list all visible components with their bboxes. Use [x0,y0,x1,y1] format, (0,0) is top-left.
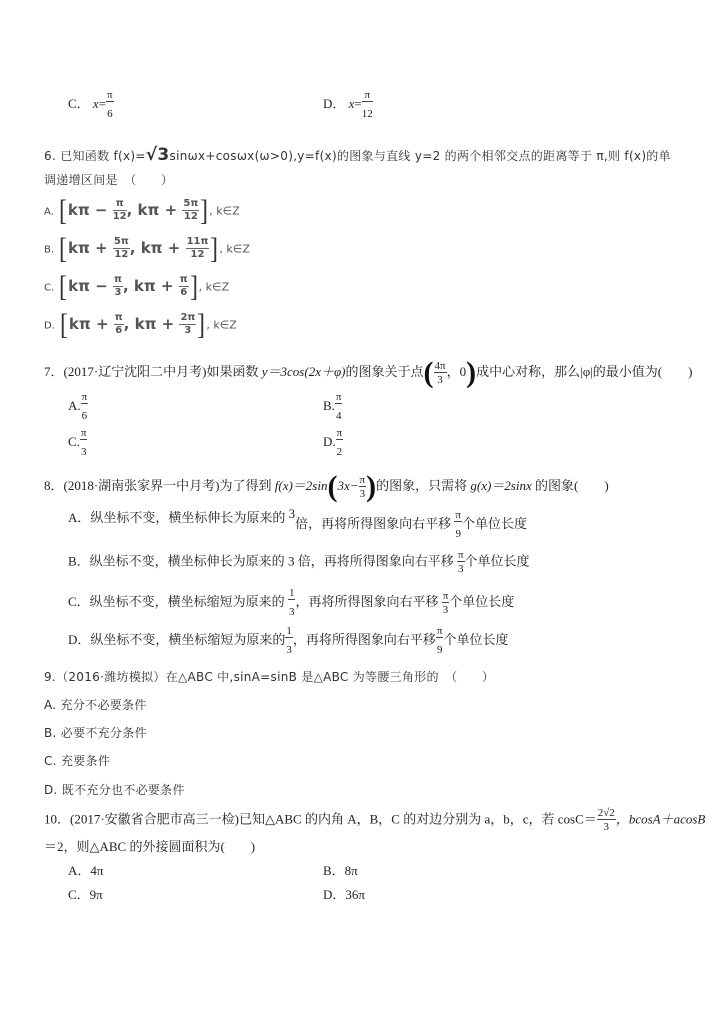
option-label: D. [44,320,55,332]
interval-text: , kπ + [123,314,180,333]
option-text: 充分不必要条件 [60,698,147,712]
interval-text: kπ + [68,314,114,333]
q7-option-a [68,392,88,422]
fraction: $\frac{\pi}{12}$ [361,89,373,120]
option-suffix: , k∈Z [206,318,237,332]
fraction: $\frac{5\pi}{12}$ [183,197,199,222]
option-text: 倍，再将所得图象向右平移 [295,515,455,531]
fraction: $\frac{2\pi}{3}$ [180,311,196,336]
q10-option-b [323,860,358,879]
stem-text: (2017·安徽省合肥市高三一检)已知△ABC 的内角 A，B，C 的对边分别为 a，b，c，若 cosC＝ [70,811,597,827]
option-label: C． [68,95,90,111]
fraction: $\frac{5\pi}{12}$ [113,235,129,260]
interval-text: kπ + [68,238,113,257]
option-label: A． [68,509,91,525]
q7-option-d [323,428,343,458]
option-value: 4π [90,863,104,878]
q6-option-d [44,308,237,341]
q10-stem-line1 [44,808,705,833]
option-label: C. [44,282,55,294]
q9-option-b [44,724,147,741]
right-paren: ) [366,470,377,503]
left-bracket: [ [59,232,68,265]
point-y: 0 [459,363,467,379]
q6-stem-line2: 调递增区间是 （ ） [44,173,174,187]
fraction: $\frac{\pi}{6}$ [114,311,123,336]
factor: 3 [287,553,295,569]
left-bracket: [ [59,308,68,341]
interval-text: kπ − [68,276,114,295]
q10-option-d [323,884,365,903]
equals: = [98,95,107,111]
option-label: C． [68,593,90,609]
stem-text: (2017·辽宁沈阳二中月考)如果函数 [63,363,262,379]
interval [68,311,196,336]
left-bracket: [ [59,270,68,303]
q7-stem [44,356,693,389]
fraction: $\frac{\pi}{6}$ [179,273,188,298]
option-label: D． [323,95,346,111]
fraction: $\frac{\pi}{6}$ [81,391,88,422]
interval-text: , kπ + [129,238,186,257]
point-x-fraction: $\frac{4\pi}{3}$ [434,359,446,386]
right-paren: ) [466,356,477,389]
option-text: 纵坐标不变，横坐标伸长为原来的 [89,553,288,569]
argument-text: 3x− [337,477,359,493]
option-text: 必要不充分条件 [60,726,147,740]
equals: = [354,95,362,111]
option-text: 个单位长度 [461,515,527,531]
interval-text: , kπ + [122,276,179,295]
option-suffix: , k∈Z [198,280,230,294]
question-number: 6. [44,149,57,163]
stem-text: sinωx+cosωx(ω>0),y=f(x)的图象与直线 y=2 的两个相邻交点的距离等于 π,则 f(x)的单 [169,149,671,163]
right-bracket: ] [189,270,198,303]
option-text: 倍，再将所得图象向右平移 [294,553,457,569]
interval [68,235,209,260]
option-text: 个单位长度 [443,631,509,647]
question-number: 8． [44,477,64,493]
option-label: A． [68,863,91,878]
q10-option-a [68,860,103,879]
q6-stem-line1 [44,145,671,165]
option-label: D. [44,783,58,797]
option-label: C. [44,754,57,768]
left-bracket: [ [58,194,67,227]
option-label: D. [323,433,336,449]
option-label: D． [323,887,346,902]
option-text: 纵坐标不变，横坐标伸长为原来的 [90,509,289,525]
q8-stem [44,470,609,503]
stem-text: 已知函数 f(x)= [60,149,146,163]
q5-option-d [323,90,373,120]
option-label: A. [44,698,57,712]
fraction: $\frac{\pi}{3}$ [442,589,449,616]
fraction: $\frac{1}{3}$ [286,625,292,656]
option-text: 既不充分也不必要条件 [61,783,185,797]
q9-option-c [44,752,110,769]
stem-text: 的图象( ) [531,477,609,493]
stem-text: 的图象关于点 [345,363,424,379]
separator: ， [446,363,460,379]
argument-fraction: $\frac{\pi}{3}$ [359,473,366,500]
q8-option-a [68,504,527,540]
q9-option-a [44,696,147,713]
q8-option-d [68,626,509,656]
option-label: A. [44,206,54,218]
source-function: g(x)＝2sinx [470,477,532,493]
right-bracket: ] [200,194,209,227]
fraction: $\frac{\pi}{9}$ [436,625,443,656]
option-label: D． [68,631,91,647]
option-text: 充要条件 [60,754,111,768]
fraction: $\frac{1}{3}$ [288,587,295,618]
option-suffix: , k∈Z [219,242,250,256]
q8-option-c [68,588,514,618]
q6-option-a [44,194,240,227]
question-number: 10． [44,811,71,827]
option-text: 个单位长度 [464,553,530,569]
stem-text: （2016·潍坊模拟）在△ABC 中,sinA=sinB 是△ABC 为等腰三角形的 （ ） [56,670,495,684]
fraction: $\frac{\pi}{12}$ [112,197,127,222]
target-function: f(x)＝2sin [274,477,328,493]
q10-stem-line2: ＝2，则△ABC 的外接圆面积为( ) [44,839,256,854]
interval-text: kπ − [67,200,113,219]
option-text: 个单位长度 [449,593,515,609]
fraction: $\frac{\pi}{4}$ [335,391,342,422]
q5-option-c [68,90,114,120]
right-bracket: ] [210,232,219,265]
option-value: 36π [345,887,365,902]
question-number: 9. [44,670,57,684]
q6-option-c [44,270,230,303]
function-expression: y＝3cos(2x＋φ) [261,363,346,379]
fraction: $\frac{\pi}{2}$ [336,427,343,458]
variable: x [348,95,355,111]
option-label: C. [68,433,80,449]
option-label: B． [68,553,90,569]
interval [67,197,199,222]
q9-option-d [44,781,185,798]
option-text: 纵坐标不变，横坐标缩短为原来的 [90,631,286,647]
cos-fraction: $\frac{2√2}{3}$ [597,807,615,833]
interval-text: , kπ + [126,200,183,219]
fraction: $\frac{\pi}{6}$ [107,89,113,120]
variable: x [92,95,99,111]
option-label: B. [44,244,55,256]
stem-text: 的图象，只需将 [376,477,471,493]
q8-option-b [68,550,530,575]
stem-text: ，bcosA＋acosB [615,811,706,827]
interval [68,273,188,298]
option-suffix: , k∈Z [209,204,240,218]
option-value: 9π [89,887,103,902]
q7-option-c [68,428,87,458]
left-paren: ( [423,356,434,389]
option-text: 纵坐标不变，横坐标缩短为原来的 [89,593,288,609]
stem-text: 成中心对称，那么|φ|的最小值为( ) [476,363,693,379]
left-paren: ( [327,470,338,503]
q9-stem [44,668,494,685]
fraction: $\frac{11\pi}{12}$ [186,235,209,260]
option-text: ，再将所得图象向右平移 [292,631,436,647]
option-label: B. [323,397,335,413]
sqrt-three: √3 [145,145,170,165]
question-number: 7． [44,363,64,379]
q10-option-c [68,884,103,903]
factor: 3 [288,505,296,521]
fraction: $\frac{\pi}{3}$ [114,273,122,298]
option-label: A. [68,397,81,413]
fraction: $\frac{\pi}{3}$ [457,549,464,575]
option-label: C． [68,887,90,902]
stem-text: (2018·湖南张家界一中月考)为了得到 [63,477,275,493]
option-label: B. [44,726,57,740]
q7-option-b [323,392,342,422]
q6-option-b [44,232,250,265]
fraction: $\frac{\pi}{9}$ [455,509,461,540]
option-label: B． [323,863,345,878]
fraction: $\frac{\pi}{3}$ [80,427,87,458]
right-bracket: ] [197,308,206,341]
option-value: 8π [344,863,358,878]
option-text: ，再将所得图象向右平移 [295,593,442,609]
